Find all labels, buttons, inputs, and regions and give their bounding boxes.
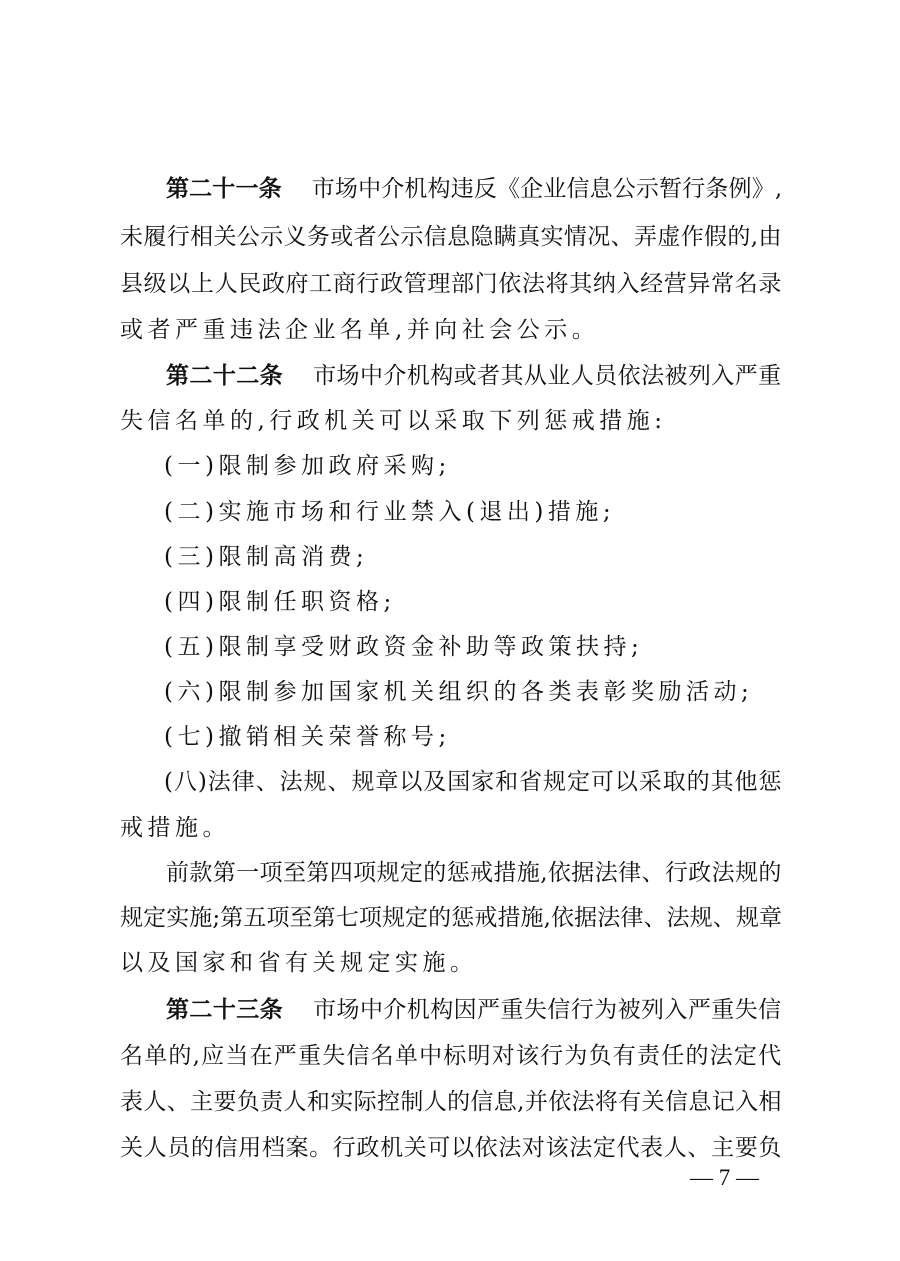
article-23-heading: 第二十三条 bbox=[166, 996, 284, 1023]
paragraph-line: 前款第一项至第四项规定的惩戒措施,依据法律、行政法规的 bbox=[166, 860, 782, 886]
article-21-heading: 第二十一条 bbox=[166, 175, 282, 202]
article-21-line: 县级以上人民政府工商行政管理部门依法将其纳入经营异常名录 bbox=[120, 271, 782, 297]
article-21-text: 市场中介机构违反《企业信息公示暂行条例》, bbox=[311, 176, 783, 202]
paragraph-line: 以及国家和省有关规定实施。 bbox=[120, 950, 478, 976]
list-item: (六)限制参加国家机关组织的各类表彰奖励活动; bbox=[164, 679, 754, 705]
list-item: (五)限制享受财政资金补助等政策扶持; bbox=[164, 634, 644, 660]
article-23-line: 关人员的信用档案。行政机关可以依法对该法定代表人、主要负 bbox=[120, 1135, 782, 1161]
list-item: (三)限制高消费; bbox=[164, 544, 369, 570]
article-22-heading: 第二十二条 bbox=[166, 362, 284, 389]
page-number: — 7 — bbox=[690, 1165, 759, 1190]
article-23-line: 表人、主要负责人和实际控制人的信息,并依法将有关信息记入相 bbox=[120, 1089, 782, 1115]
list-item: (七)撤销相关荣誉称号; bbox=[164, 724, 451, 750]
list-item-continuation: 戒措施。 bbox=[120, 815, 230, 841]
article-21-first-line bbox=[166, 174, 782, 204]
list-item: (一)限制参加政府采购; bbox=[164, 453, 451, 479]
article-21-line: 未履行相关公示义务或者公示信息隐瞒真实情况、弄虚作假的,由 bbox=[120, 224, 782, 250]
list-item: (八)法律、法规、规章以及国家和省规定可以采取的其他惩 bbox=[164, 769, 783, 795]
list-item: (四)限制任职资格; bbox=[164, 589, 396, 615]
article-21-line: 或者严重违法企业名单,并向社会公示。 bbox=[120, 317, 600, 343]
article-23-first-line bbox=[166, 995, 782, 1025]
article-23-text: 市场中介机构因严重失信行为被列入严重失信 bbox=[313, 997, 782, 1023]
list-item: (二)实施市场和行业禁入(退出)措施; bbox=[164, 499, 616, 525]
article-22-text: 市场中介机构或者其从业人员依法被列入严重 bbox=[313, 363, 782, 389]
article-23-line: 名单的,应当在严重失信名单中标明对该行为负有责任的法定代 bbox=[120, 1043, 783, 1069]
paragraph-line: 规定实施;第五项至第七项规定的惩戒措施,依据法律、法规、规章 bbox=[120, 905, 783, 931]
article-22-first-line bbox=[166, 361, 782, 391]
article-22-line: 失信名单的,行政机关可以采取下列惩戒措施: bbox=[120, 408, 667, 434]
